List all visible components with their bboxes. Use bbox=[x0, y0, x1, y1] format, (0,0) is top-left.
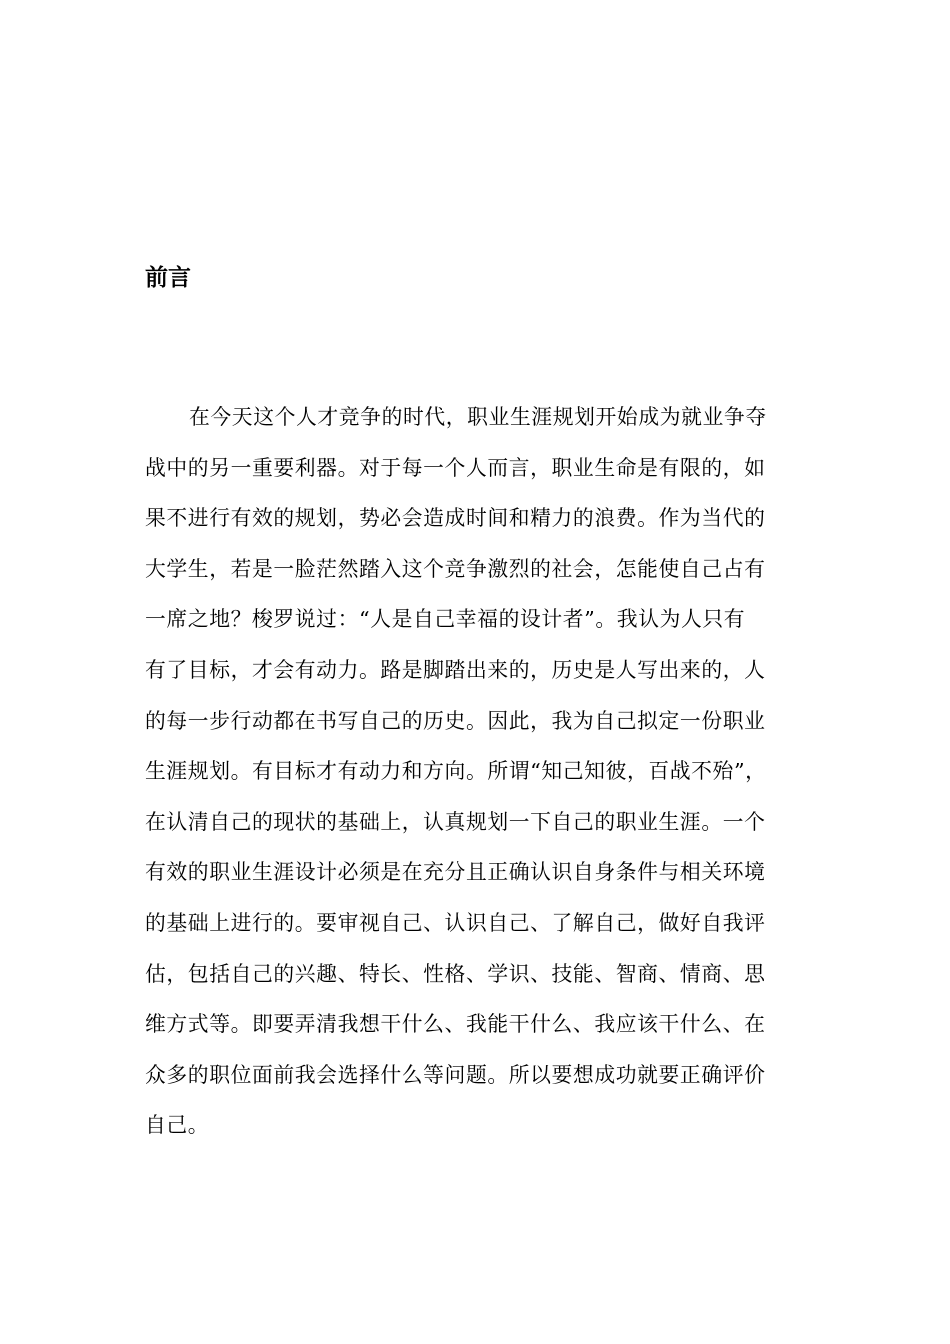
paragraph-line: 维方式等。即要弄清我想干什么、我能干什么、我应该干什么、在 bbox=[145, 1012, 766, 1037]
paragraph-line: 有效的职业生涯设计必须是在充分且正确认识自身条件与相关环境 bbox=[145, 860, 766, 885]
paragraph-line: 的每一步行动都在书写自己的历史。因此，我为自己拟定一份职业 bbox=[145, 708, 766, 733]
paragraph-line: 在认清自己的现状的基础上，认真规划一下自己的职业生涯。一个 bbox=[145, 809, 766, 834]
paragraph-line: 生涯规划。有目标才有动力和方向。所谓“知己知彼，百战不殆”， bbox=[145, 759, 767, 784]
paragraph-line: 众多的职位面前我会选择什么等问题。所以要想成功就要正确评价 bbox=[145, 1062, 766, 1087]
paragraph-line: 战中的另一重要利器。对于每一个人而言，职业生命是有限的，如 bbox=[145, 455, 766, 480]
preface-paragraph bbox=[145, 397, 815, 1156]
paragraph-line: 果不进行有效的规划，势必会造成时间和精力的浪费。作为当代的 bbox=[145, 506, 766, 531]
paragraph-line: 一席之地？梭罗说过：“人是自己幸福的设计者”。我认为人只有 bbox=[145, 607, 746, 632]
page-title: 前言 bbox=[145, 264, 191, 291]
paragraph-line: 大学生，若是一脸茫然踏入这个竞争激烈的社会，怎能使自己占有 bbox=[145, 556, 766, 581]
paragraph-line: 自己。 bbox=[145, 1113, 210, 1138]
paragraph-line: 估，包括自己的兴趣、特长、性格、学识、技能、智商、情商、思 bbox=[145, 961, 766, 986]
paragraph-line: 有了目标，才会有动力。路是脚踏出来的，历史是人写出来的，人 bbox=[145, 657, 766, 682]
paragraph-line: 在今天这个人才竞争的时代，职业生涯规划开始成为就业争夺 bbox=[189, 405, 767, 429]
paragraph-line: 的基础上进行的。要审视自己、认识自己、了解自己，做好自我评 bbox=[145, 910, 766, 935]
